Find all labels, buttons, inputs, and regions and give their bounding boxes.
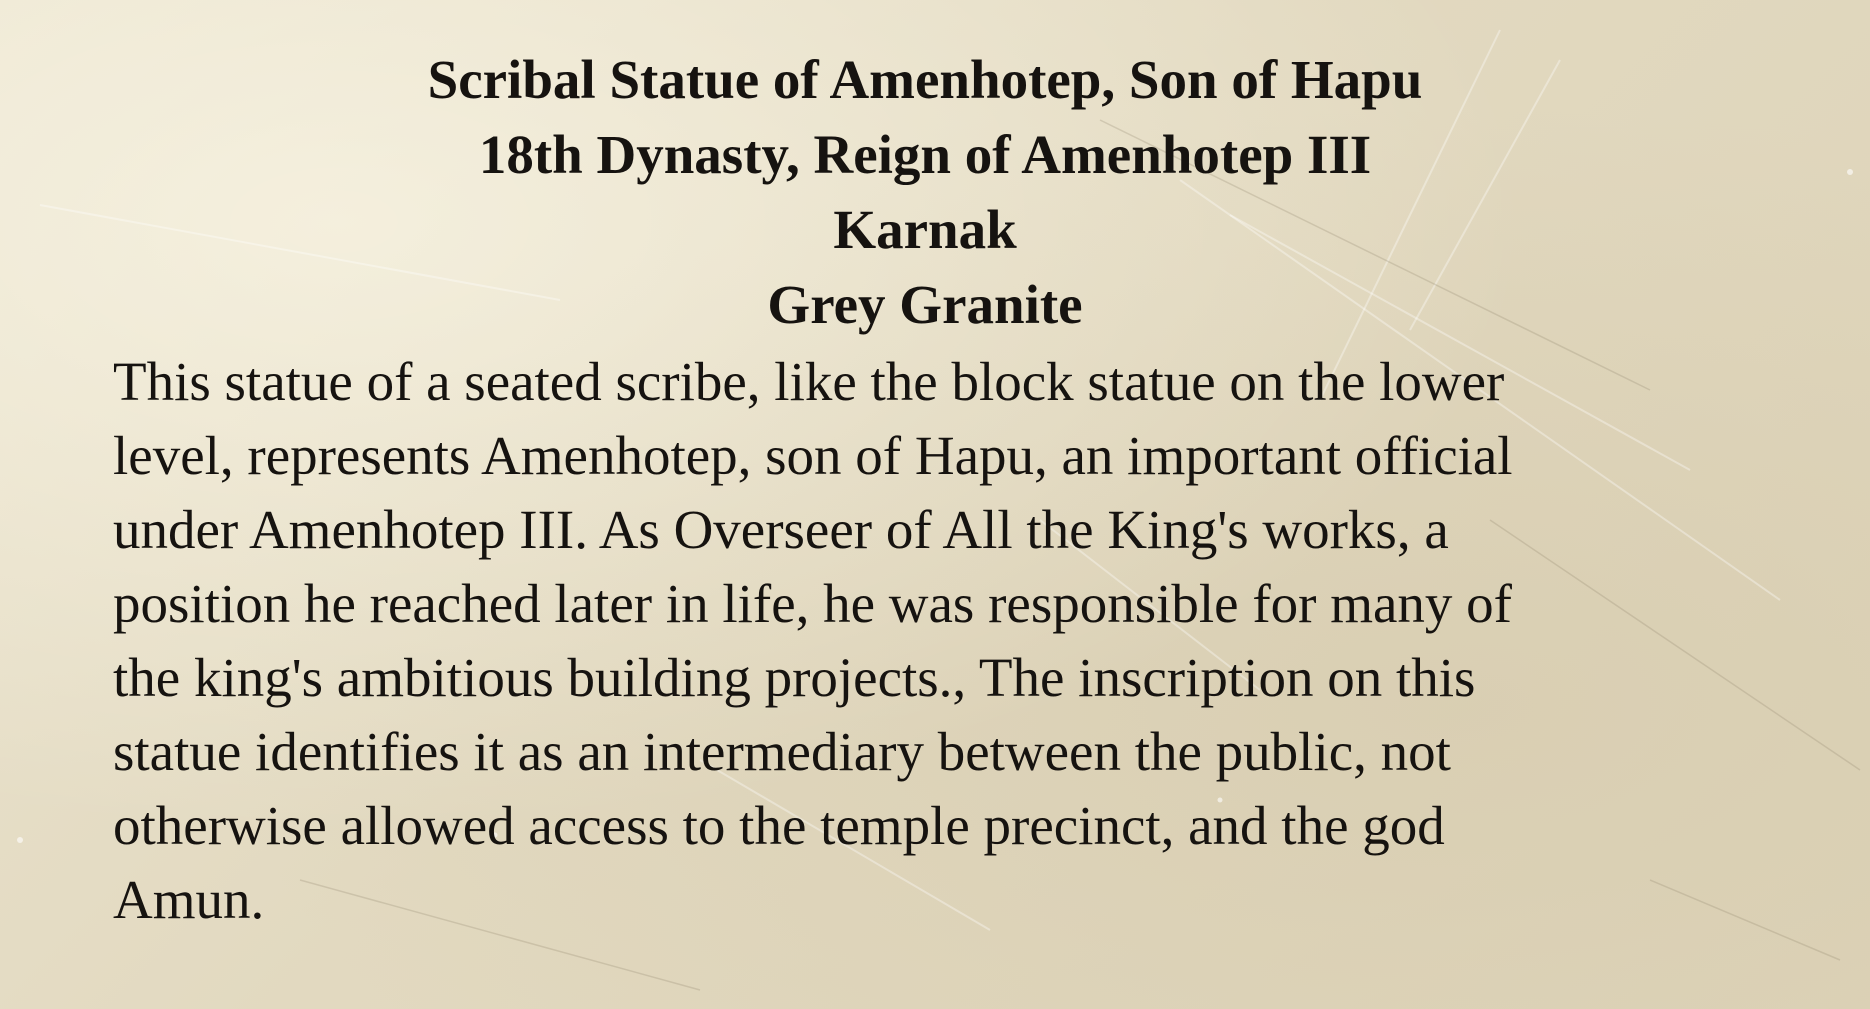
dynasty-reign: 18th Dynasty, Reign of Amenhotep III [478,124,1372,185]
material: Grey Granite [767,274,1083,335]
placard-heading [260,42,1590,342]
description-line: the king's ambitious building projects., The inscription on this [113,647,1476,708]
description-line: position he reached later in life, he was responsible for many of [113,573,1512,634]
find-location: Karnak [833,199,1017,260]
description-line: level, represents Amenhotep, son of Hapu, an important official [113,425,1513,486]
description-line: under Amenhotep III. As Overseer of All the King's works, a [113,499,1449,560]
statue-title: Scribal Statue of Amenhotep, Son of Hapu [427,49,1423,110]
placard-description [113,345,1753,937]
description-line: This statue of a seated scribe, like the block statue on the lower [113,351,1505,412]
description-line: Amun. [113,869,265,930]
description-line: otherwise allowed access to the temple precinct, and the god [113,795,1445,856]
description-line: statue identifies it as an intermediary between the public, not [113,721,1451,782]
